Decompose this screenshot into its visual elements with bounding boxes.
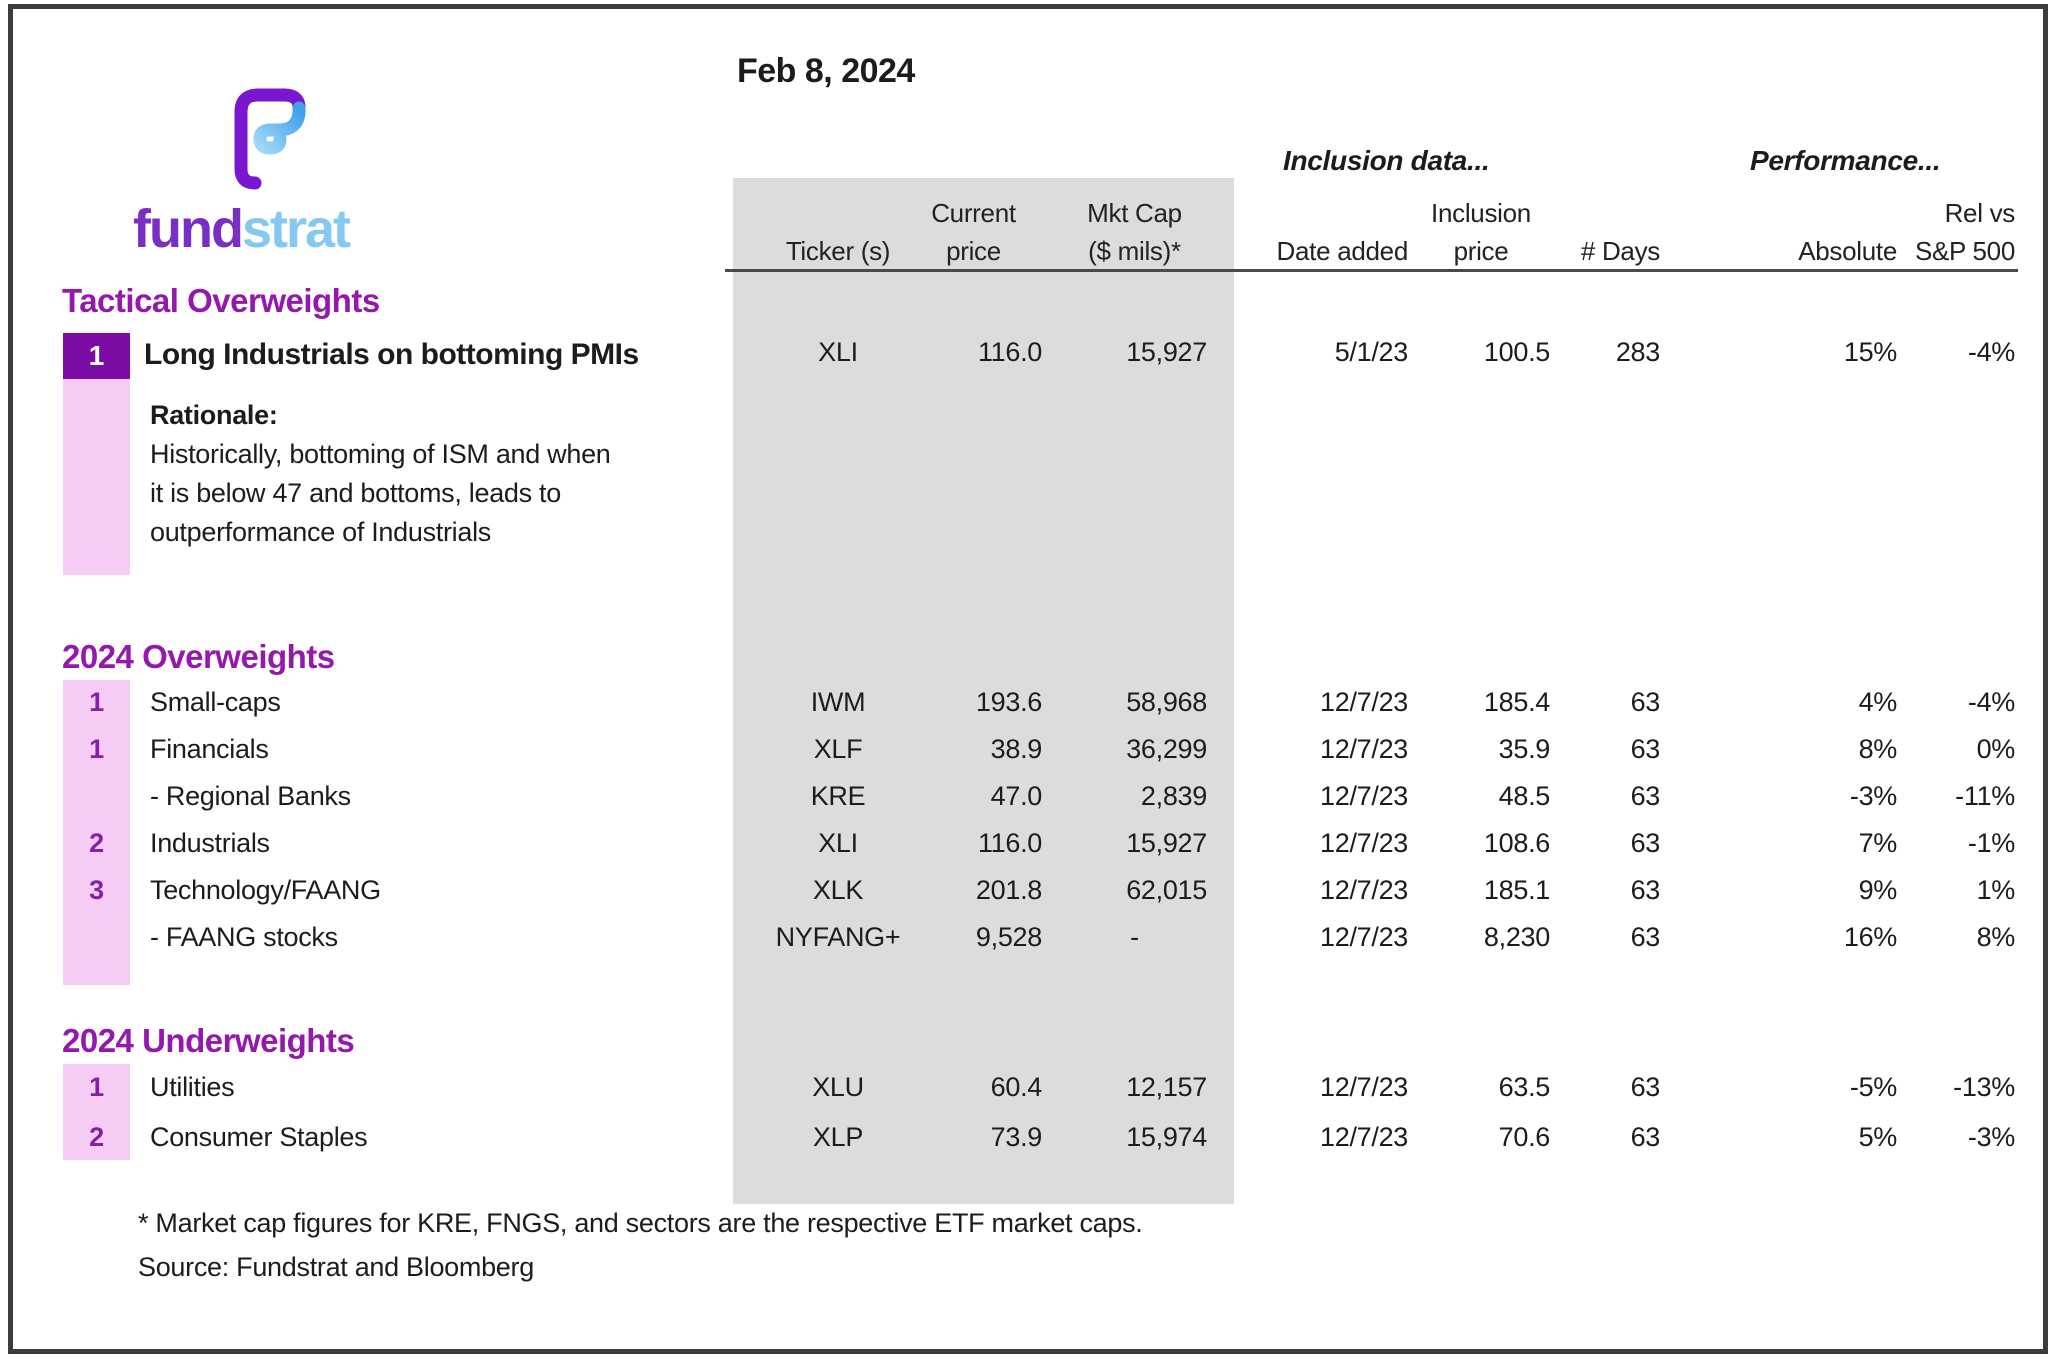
absolute-cell: 7%	[1858, 828, 1897, 858]
date-added-cell: 12/7/23	[1320, 828, 1408, 858]
rel-cell: 1%	[1976, 875, 2015, 905]
current-price-cell: 38.9	[990, 734, 1042, 764]
col-header-mktcap-1: Mkt Cap	[1087, 198, 1182, 228]
days-cell: 283	[1615, 337, 1660, 367]
inclusion-price-cell: 185.4	[1483, 687, 1550, 717]
highlight-strip-tactical	[63, 379, 130, 575]
days-cell: 63	[1630, 1072, 1660, 1102]
ticker-cell: KRE	[810, 781, 866, 811]
col-header-inclusion-price-2: price	[1453, 236, 1509, 266]
table-row-tactical-xli	[0, 336, 2070, 370]
tactical-trade-title: Long Industrials on bottoming PMIs	[144, 338, 639, 371]
section-heading-2024-underweights: 2024 Underweights	[62, 1022, 355, 1059]
inclusion-data-group-header: Inclusion data...	[1283, 145, 1490, 176]
mktcap-cell: 15,927	[1126, 337, 1207, 367]
inclusion-price-cell: 185.1	[1483, 875, 1550, 905]
rank-cell: 1	[89, 1072, 104, 1102]
table-row-industrials	[0, 827, 2070, 859]
date-added-cell: 5/1/23	[1334, 337, 1408, 367]
ticker-cell: XLI	[818, 828, 858, 858]
table-row-utilities	[0, 1071, 2070, 1103]
label-cell: Small-caps	[150, 687, 281, 717]
current-price-cell: 116.0	[977, 337, 1042, 367]
mktcap-cell: 62,015	[1126, 875, 1207, 905]
rel-cell: 0%	[1976, 734, 2015, 764]
days-cell: 63	[1630, 922, 1660, 952]
rel-cell: -1%	[1967, 828, 2015, 858]
current-price-cell: 73.9	[990, 1122, 1042, 1152]
rationale-label: Rationale:	[150, 400, 278, 430]
rank-cell: 3	[89, 875, 104, 905]
inclusion-price-cell: 70.6	[1498, 1122, 1550, 1152]
inclusion-price-cell: 100.5	[1483, 337, 1550, 367]
rationale-line: Historically, bottoming of ISM and when	[150, 439, 611, 469]
col-header-rel-1: Rel vs	[1944, 198, 2015, 228]
ticker-cell: XLU	[812, 1072, 864, 1102]
absolute-cell: 9%	[1858, 875, 1897, 905]
rel-cell: -4%	[1967, 687, 2015, 717]
mktcap-cell: 12,157	[1126, 1072, 1207, 1102]
date-added-cell: 12/7/23	[1320, 1122, 1408, 1152]
label-cell: Industrials	[150, 828, 270, 858]
section-heading-tactical-overweights: Tactical Overweights	[62, 282, 380, 319]
col-header-absolute: Absolute	[1798, 236, 1897, 266]
absolute-cell: 8%	[1858, 734, 1897, 764]
ticker-cell: XLP	[812, 1122, 864, 1152]
col-header-sp500: S&P 500	[1914, 236, 2015, 266]
absolute-cell: 16%	[1843, 922, 1897, 952]
tactical-rank-badge: 1	[63, 333, 130, 379]
date-added-cell: 12/7/23	[1320, 1072, 1408, 1102]
date-added-cell: 12/7/23	[1320, 875, 1408, 905]
absolute-cell: 5%	[1858, 1122, 1897, 1152]
col-header-inclusion-price-1: Inclusion	[1431, 198, 1531, 228]
rank-cell: 1	[89, 687, 104, 717]
ticker-cell: XLI	[818, 337, 858, 367]
mktcap-cell: 2,839	[1140, 781, 1207, 811]
label-cell: - Regional Banks	[150, 781, 351, 811]
current-price-cell: 60.4	[990, 1072, 1042, 1102]
mktcap-cell: 15,927	[1126, 828, 1207, 858]
rel-cell: 8%	[1976, 922, 2015, 952]
table-row-financials	[0, 733, 2070, 765]
table-row-faang-stocks	[0, 921, 2070, 953]
performance-group-header: Performance...	[1750, 145, 1941, 176]
rationale-line: outperformance of Industrials	[150, 517, 491, 547]
date-added-cell: 12/7/23	[1320, 781, 1408, 811]
col-header-days: # Days	[1580, 236, 1660, 266]
inclusion-price-cell: 63.5	[1498, 1072, 1550, 1102]
absolute-cell: -3%	[1849, 781, 1897, 811]
current-price-cell: 47.0	[990, 781, 1042, 811]
mktcap-cell: 36,299	[1126, 734, 1207, 764]
current-price-cell: 9,528	[975, 922, 1042, 952]
rel-cell: -13%	[1953, 1072, 2015, 1102]
footnote-market-cap: * Market cap figures for KRE, FNGS, and sectors are the respective ETF market caps.	[138, 1208, 1143, 1238]
absolute-cell: 4%	[1858, 687, 1897, 717]
header-divider-line	[725, 269, 2018, 272]
days-cell: 63	[1630, 875, 1660, 905]
table-row-technology-faang	[0, 874, 2070, 906]
inclusion-price-cell: 8,230	[1483, 922, 1550, 952]
rel-cell: -3%	[1967, 1122, 2015, 1152]
ticker-cell: XLK	[812, 875, 864, 905]
label-cell: Utilities	[150, 1072, 235, 1102]
report-date: Feb 8, 2024	[737, 52, 915, 90]
inclusion-price-cell: 108.6	[1483, 828, 1550, 858]
date-added-cell: 12/7/23	[1320, 922, 1408, 952]
rank-cell: 1	[89, 734, 104, 764]
rank-cell: 2	[89, 1122, 104, 1152]
days-cell: 63	[1630, 687, 1660, 717]
ticker-cell: NYFANG+	[775, 922, 901, 952]
col-header-ticker: Ticker (s)	[785, 236, 891, 266]
rel-cell: -4%	[1967, 337, 2015, 367]
current-price-cell: 116.0	[977, 828, 1042, 858]
footnote-source: Source: Fundstrat and Bloomberg	[138, 1252, 534, 1282]
mktcap-cell: 58,968	[1126, 687, 1207, 717]
days-cell: 63	[1630, 734, 1660, 764]
section-heading-2024-overweights: 2024 Overweights	[62, 638, 335, 675]
date-added-cell: 12/7/23	[1320, 687, 1408, 717]
label-cell: Technology/FAANG	[150, 875, 381, 905]
table-row-small-caps	[0, 686, 2070, 718]
mktcap-cell: -	[1130, 922, 1139, 952]
fundstrat-logo-icon	[232, 86, 308, 190]
days-cell: 63	[1630, 1122, 1660, 1152]
rank-cell: 2	[89, 828, 104, 858]
mktcap-cell: 15,974	[1126, 1122, 1207, 1152]
rel-cell: -11%	[1955, 781, 2015, 811]
inclusion-price-cell: 48.5	[1498, 781, 1550, 811]
current-price-cell: 193.6	[975, 687, 1042, 717]
current-price-cell: 201.8	[975, 875, 1042, 905]
rationale-line: it is below 47 and bottoms, leads to	[150, 478, 561, 508]
days-cell: 63	[1630, 828, 1660, 858]
table-row-regional-banks	[0, 780, 2070, 812]
label-cell: Consumer Staples	[150, 1122, 368, 1152]
days-cell: 63	[1630, 781, 1660, 811]
column-header-row-1	[0, 198, 2070, 228]
wordmark-fund: fund	[133, 199, 242, 259]
inclusion-price-cell: 35.9	[1498, 734, 1550, 764]
ticker-cell: IWM	[810, 687, 866, 717]
rationale-block	[150, 396, 750, 552]
column-header-row-2	[0, 236, 2070, 266]
col-header-current-price-2: price	[946, 236, 1001, 266]
col-header-current-price-1: Current	[931, 198, 1016, 228]
col-header-mktcap-2: ($ mils)*	[1088, 236, 1181, 266]
ticker-cell: XLF	[813, 734, 863, 764]
date-added-cell: 12/7/23	[1320, 734, 1408, 764]
col-header-date-added: Date added	[1276, 236, 1408, 266]
wordmark-strat: strat	[241, 199, 349, 259]
table-row-consumer-staples	[0, 1121, 2070, 1153]
absolute-cell: 15%	[1843, 337, 1897, 367]
label-cell: - FAANG stocks	[150, 922, 338, 952]
absolute-cell: -5%	[1849, 1072, 1897, 1102]
label-cell: Financials	[150, 734, 269, 764]
